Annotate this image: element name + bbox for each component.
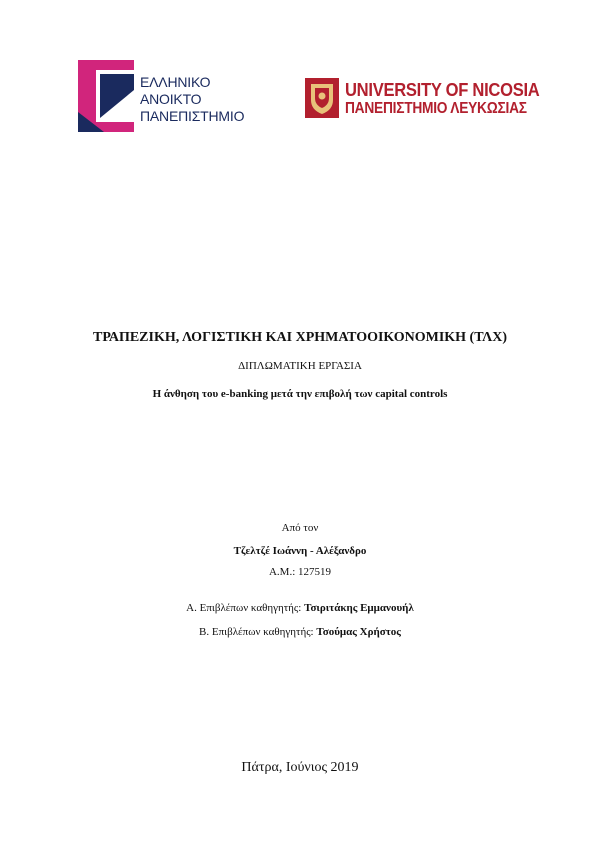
university-of-nicosia-logo xyxy=(305,78,540,120)
unic-english-name: UNIVERSITY OF NICOSIA xyxy=(345,80,540,100)
thesis-title: Η άνθηση του e-banking μετά την επιβολή των capital controls xyxy=(152,388,448,400)
eap-line-1: ΕΛΛΗΝΙΚΟ xyxy=(140,74,211,90)
eap-logo-mark xyxy=(78,60,134,132)
supervisor-a-name: Τσιριτάκης Εμμανουήλ xyxy=(304,602,414,614)
by-label: Από τον xyxy=(281,522,319,534)
program-title: ΤΡΑΠΕΖΙΚΗ, ΛΟΓΙΣΤΙΚΗ ΚΑΙ ΧΡΗΜΑΤΟΟΙΚΟΝΟΜΙΚΗ (ΤΛΧ) xyxy=(93,330,507,345)
unic-greek-name: ΠΑΝΕΠΙΣΤΗΜΙΟ ΛΕΥΚΩΣΙΑΣ xyxy=(345,100,527,117)
eap-line-2: ΑΝΟΙΚΤΟ xyxy=(140,91,202,107)
supervisor-a-label: Α. Επιβλέπων καθηγητής: xyxy=(186,602,302,614)
place-date: Πάτρα, Ιούνιος 2019 xyxy=(241,760,359,775)
student-id: Α.Μ.: 127519 xyxy=(268,566,332,578)
supervisor-b xyxy=(0,626,600,638)
supervisor-a xyxy=(0,602,600,614)
document-type: ΔΙΠΛΩΜΑΤΙΚΗ ΕΡΓΑΣΙΑ xyxy=(238,360,362,372)
eap-logo-text xyxy=(140,74,244,125)
unic-logo-text xyxy=(345,80,556,118)
author-name: Τζελτζέ Ιωάννη - Αλέξανδρο xyxy=(233,545,367,557)
unic-crest-icon xyxy=(305,78,339,118)
eap-line-3: ΠΑΝΕΠΙΣΤΗΜΙΟ xyxy=(140,108,245,124)
supervisor-b-label: Β. Επιβλέπων καθηγητής: xyxy=(199,626,314,638)
supervisor-b-name: Τσούμας Χρήστος xyxy=(316,626,401,638)
hellenic-open-university-logo xyxy=(78,60,253,134)
